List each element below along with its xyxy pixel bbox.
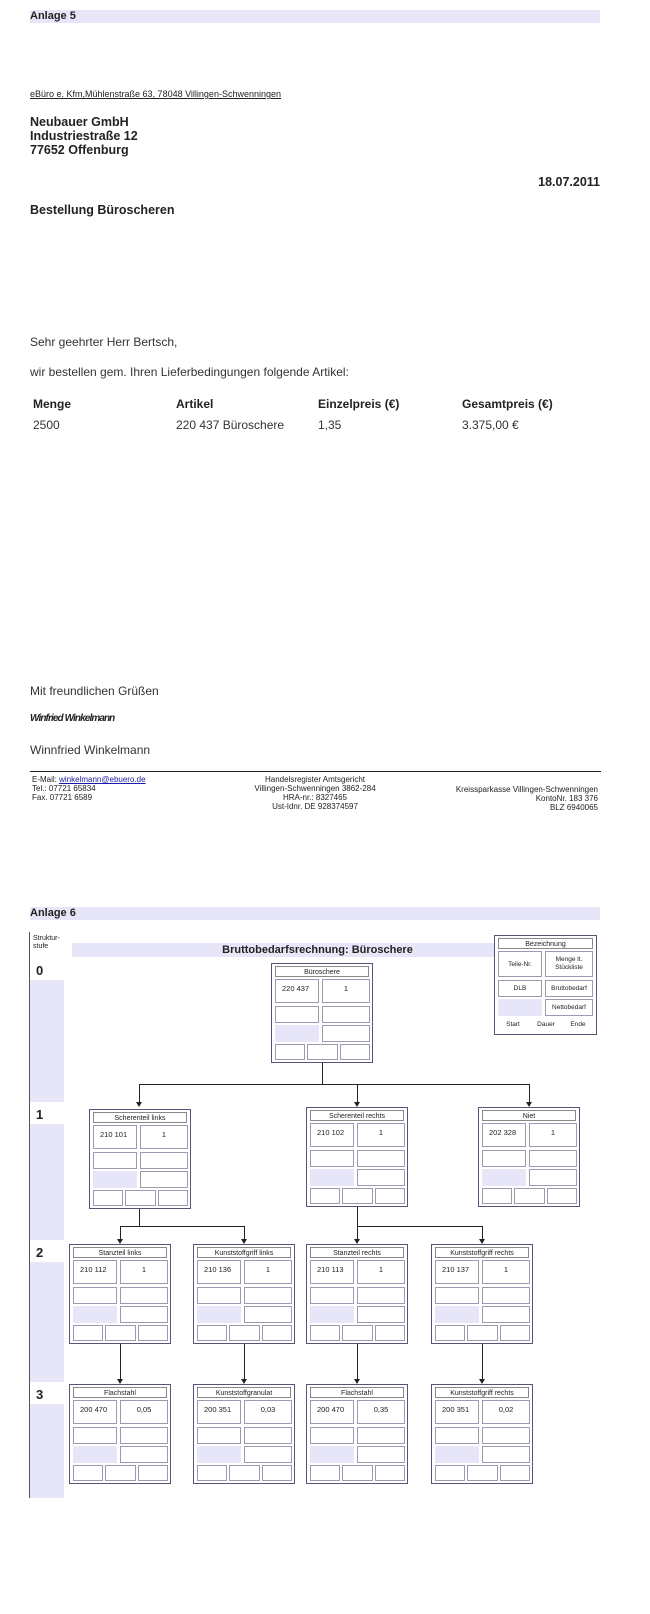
footer-register-line: Ust-Idnr. DE 928374597 xyxy=(272,802,358,811)
footer-register-line: HRA-nr.: 8327465 xyxy=(282,793,348,802)
node-shaded-cell xyxy=(275,1025,319,1042)
node-netto-cell xyxy=(120,1306,168,1323)
node-quantity: 0,05 xyxy=(120,1400,168,1424)
connector-line xyxy=(120,1344,121,1379)
connector-line xyxy=(139,1084,140,1104)
node-brutto-cell xyxy=(322,1006,370,1023)
node-brutto-cell xyxy=(529,1150,577,1167)
node-dlb-cell xyxy=(310,1427,354,1444)
node-quantity: 1 xyxy=(322,979,370,1003)
legend-brutto: Bruttobedarf xyxy=(545,980,593,997)
connector-line xyxy=(120,1226,245,1227)
node-shaded-cell xyxy=(73,1306,117,1323)
node-shaded-cell xyxy=(310,1446,354,1463)
footer-phone: Tel.: 07721 65834 xyxy=(32,784,96,793)
node-dauer-cell xyxy=(229,1465,260,1481)
legend-menge: Menge lt. Stückliste xyxy=(545,951,593,977)
node-start-cell xyxy=(435,1465,465,1481)
node-part-number: 210 112 xyxy=(73,1260,117,1284)
node-dlb-cell xyxy=(93,1152,137,1169)
connector-line xyxy=(357,1226,358,1239)
connector-arrow xyxy=(354,1379,360,1384)
signer-name: Winnfried Winkelmann xyxy=(30,743,151,757)
node-start-cell xyxy=(310,1188,340,1204)
legend-ende: Ende xyxy=(563,1018,593,1033)
footer-bank-line: Kreissparkasse Villingen-Schwenningen xyxy=(455,785,598,794)
node-part-number: 200 470 xyxy=(73,1400,117,1424)
node-dlb-cell xyxy=(482,1150,526,1167)
node-netto-cell xyxy=(140,1171,188,1188)
node-name: Kunststoffgriff links xyxy=(197,1247,291,1258)
connector-line xyxy=(357,1084,358,1104)
node-ende-cell xyxy=(340,1044,370,1060)
level-2-band xyxy=(30,1262,64,1382)
connector-arrow xyxy=(117,1379,123,1384)
footer-bank-line: KontoNr. 183 376 xyxy=(535,794,598,803)
footer-register-line: Villingen-Schwenningen 3862-284 xyxy=(254,784,376,793)
node-box xyxy=(431,1244,533,1344)
letter-date: 18.07.2011 xyxy=(538,175,600,189)
node-dlb-cell xyxy=(197,1287,241,1304)
node-brutto-cell xyxy=(482,1287,530,1304)
node-dauer-cell xyxy=(467,1465,498,1481)
recipient-street: Industriestraße 12 xyxy=(30,129,138,143)
node-ende-cell xyxy=(375,1188,405,1204)
node-dauer-cell xyxy=(342,1188,373,1204)
node-part-number: 210 101 xyxy=(93,1125,137,1149)
cell-artikel: 220 437 Büroschere xyxy=(176,418,285,432)
signature: Winfried Winkelmann xyxy=(30,713,115,724)
legend-dlb: DLB xyxy=(498,980,542,997)
node-quantity: 0,02 xyxy=(482,1400,530,1424)
node-ende-cell xyxy=(500,1465,530,1481)
node-brutto-cell xyxy=(244,1427,292,1444)
node-shaded-cell xyxy=(482,1169,526,1186)
node-ende-cell xyxy=(138,1465,168,1481)
node-brutto-cell xyxy=(357,1427,405,1444)
email-label: E-Mail: xyxy=(32,775,57,784)
node-dlb-cell xyxy=(310,1287,354,1304)
node-part-number: 220 437 xyxy=(275,979,319,1003)
node-ende-cell xyxy=(262,1325,292,1341)
node-start-cell xyxy=(73,1325,103,1341)
connector-arrow xyxy=(354,1102,360,1107)
node-quantity: 1 xyxy=(482,1260,530,1284)
node-ende-cell xyxy=(375,1325,405,1341)
node-start-cell xyxy=(73,1465,103,1481)
node-dlb-cell xyxy=(310,1150,354,1167)
node-box xyxy=(478,1107,580,1207)
node-dlb-cell xyxy=(197,1427,241,1444)
node-netto-cell xyxy=(244,1446,292,1463)
diagram-title: Bruttobedarfsrechnung: Büroschere xyxy=(222,944,413,956)
connector-arrow xyxy=(117,1239,123,1244)
node-shaded-cell xyxy=(197,1446,241,1463)
node-part-number: 210 137 xyxy=(435,1260,479,1284)
connector-arrow xyxy=(479,1379,485,1384)
node-name: Stanzteil rechts xyxy=(310,1247,404,1258)
recipient-address xyxy=(30,115,138,157)
node-start-cell xyxy=(435,1325,465,1341)
node-start-cell xyxy=(310,1465,340,1481)
legend-teile-nr: Teile-Nr. xyxy=(498,951,542,977)
node-name: Büroschere xyxy=(275,966,369,977)
col-header-einzelpreis: Einzelpreis (€) xyxy=(318,397,400,411)
node-brutto-cell xyxy=(482,1427,530,1444)
node-brutto-cell xyxy=(244,1287,292,1304)
node-start-cell xyxy=(197,1465,227,1481)
node-part-number: 210 113 xyxy=(310,1260,354,1284)
node-dlb-cell xyxy=(275,1006,319,1023)
anlage-5-header xyxy=(30,10,600,23)
connector-line xyxy=(357,1226,483,1227)
node-quantity: 1 xyxy=(140,1125,188,1149)
stufe-label: Struktur-stufe xyxy=(33,935,60,950)
node-dauer-cell xyxy=(229,1325,260,1341)
node-dauer-cell xyxy=(105,1325,136,1341)
node-quantity: 1 xyxy=(529,1123,577,1147)
node-dauer-cell xyxy=(307,1044,338,1060)
legend-start: Start xyxy=(498,1018,528,1033)
footer-register-line: Handelsregister Amtsgericht xyxy=(264,775,366,784)
node-ende-cell xyxy=(138,1325,168,1341)
node-netto-cell xyxy=(244,1306,292,1323)
node-dlb-cell xyxy=(435,1427,479,1444)
node-start-cell xyxy=(93,1190,123,1206)
node-shaded-cell xyxy=(93,1171,137,1188)
node-netto-cell xyxy=(357,1446,405,1463)
node-name: Scherenteil links xyxy=(93,1112,187,1123)
footer-bank xyxy=(456,785,598,812)
connector-line xyxy=(120,1226,121,1239)
connector-arrow xyxy=(136,1102,142,1107)
node-ende-cell xyxy=(375,1465,405,1481)
node-netto-cell xyxy=(322,1025,370,1042)
node-quantity: 1 xyxy=(120,1260,168,1284)
node-netto-cell xyxy=(357,1169,405,1186)
node-ende-cell xyxy=(158,1190,188,1206)
node-dauer-cell xyxy=(467,1325,498,1341)
connector-line xyxy=(529,1084,530,1104)
node-brutto-cell xyxy=(140,1152,188,1169)
connector-line xyxy=(357,1207,358,1226)
cell-menge: 2500 xyxy=(33,418,60,432)
level-3-label: 3 xyxy=(36,1387,44,1402)
node-quantity: 0,03 xyxy=(244,1400,292,1424)
node-start-cell xyxy=(197,1325,227,1341)
connector-arrow xyxy=(354,1239,360,1244)
level-2-label: 2 xyxy=(36,1245,44,1260)
sender-line: eBüro e. Kfm,Mühlenstraße 63, 78048 Villingen-Schwenningen xyxy=(30,89,281,99)
connector-arrow xyxy=(241,1239,247,1244)
level-1-band xyxy=(30,1124,64,1240)
node-ende-cell xyxy=(547,1188,577,1204)
connector-arrow xyxy=(241,1379,247,1384)
connector-line xyxy=(482,1226,483,1239)
node-start-cell xyxy=(310,1325,340,1341)
node-quantity: 1 xyxy=(357,1260,405,1284)
node-box xyxy=(193,1384,295,1484)
node-name: Scherenteil rechts xyxy=(310,1110,404,1121)
node-part-number: 210 136 xyxy=(197,1260,241,1284)
cell-gesamtpreis: 3.375,00 € xyxy=(462,418,519,432)
node-box xyxy=(271,963,373,1063)
level-1-label: 1 xyxy=(36,1107,44,1122)
col-header-menge: Menge xyxy=(33,397,72,411)
legend-dauer: Dauer xyxy=(530,1018,562,1033)
letter-subject: Bestellung Büroscheren xyxy=(30,203,175,217)
node-netto-cell xyxy=(120,1446,168,1463)
node-start-cell xyxy=(482,1188,512,1204)
node-netto-cell xyxy=(482,1306,530,1323)
node-dauer-cell xyxy=(125,1190,156,1206)
node-dlb-cell xyxy=(73,1287,117,1304)
node-dlb-cell xyxy=(73,1427,117,1444)
node-brutto-cell xyxy=(357,1287,405,1304)
node-part-number: 200 470 xyxy=(310,1400,354,1424)
level-0-band xyxy=(30,980,64,1102)
node-part-number: 210 102 xyxy=(310,1123,354,1147)
node-netto-cell xyxy=(529,1169,577,1186)
legend-shaded-cell xyxy=(498,999,542,1016)
node-name: Niet xyxy=(482,1110,576,1121)
node-dauer-cell xyxy=(105,1465,136,1481)
anlage-6-label: Anlage 6 xyxy=(30,907,76,919)
node-box xyxy=(193,1244,295,1344)
node-brutto-cell xyxy=(120,1287,168,1304)
node-dauer-cell xyxy=(342,1325,373,1341)
connector-arrow xyxy=(526,1102,532,1107)
node-box xyxy=(69,1244,171,1344)
node-quantity: 1 xyxy=(244,1260,292,1284)
node-shaded-cell xyxy=(310,1169,354,1186)
node-part-number: 202 328 xyxy=(482,1123,526,1147)
node-start-cell xyxy=(275,1044,305,1060)
node-dauer-cell xyxy=(342,1465,373,1481)
col-header-artikel: Artikel xyxy=(176,397,214,411)
legend-title: Bezeichnung xyxy=(498,938,593,949)
connector-line xyxy=(244,1226,245,1239)
footer-bank-line: BLZ 6940065 xyxy=(549,803,598,812)
level-0-label: 0 xyxy=(36,963,44,978)
node-ende-cell xyxy=(262,1465,292,1481)
node-shaded-cell xyxy=(73,1446,117,1463)
node-shaded-cell xyxy=(310,1306,354,1323)
node-box xyxy=(306,1384,408,1484)
footer-register xyxy=(215,775,415,811)
node-name: Kunststoffgranulat xyxy=(197,1387,291,1398)
connector-line xyxy=(139,1084,529,1085)
anlage-6-header xyxy=(30,907,600,920)
recipient-company: Neubauer GmbH xyxy=(30,115,129,129)
connector-arrow xyxy=(479,1239,485,1244)
node-part-number: 200 351 xyxy=(435,1400,479,1424)
connector-line xyxy=(139,1209,140,1226)
node-box xyxy=(306,1107,408,1207)
node-quantity: 1 xyxy=(357,1123,405,1147)
intro-text: wir bestellen gem. Ihren Lieferbedingungen folgende Artikel: xyxy=(30,365,349,379)
node-dlb-cell xyxy=(435,1287,479,1304)
node-shaded-cell xyxy=(435,1446,479,1463)
node-shaded-cell xyxy=(435,1306,479,1323)
node-part-number: 200 351 xyxy=(197,1400,241,1424)
node-box xyxy=(431,1384,533,1484)
node-netto-cell xyxy=(482,1446,530,1463)
recipient-city: 77652 Offenburg xyxy=(30,143,129,157)
col-header-gesamtpreis: Gesamtpreis (€) xyxy=(462,397,553,411)
node-ende-cell xyxy=(500,1325,530,1341)
node-brutto-cell xyxy=(120,1427,168,1444)
node-box xyxy=(69,1384,171,1484)
cell-einzelpreis: 1,35 xyxy=(318,418,342,432)
node-box xyxy=(306,1244,408,1344)
node-quantity: 0,35 xyxy=(357,1400,405,1424)
connector-line xyxy=(244,1344,245,1379)
node-name: Stanzteil links xyxy=(73,1247,167,1258)
footer-fax: Fax. 07721 6589 xyxy=(32,793,93,802)
salutation: Sehr geehrter Herr Bertsch, xyxy=(30,335,178,349)
legend-box xyxy=(494,935,597,1035)
connector-line xyxy=(322,1063,323,1084)
level-3-band xyxy=(30,1404,64,1498)
anlage-5-label: Anlage 5 xyxy=(30,10,76,22)
node-name: Kunststoffgriff rechts xyxy=(435,1247,529,1258)
closing: Mit freundlichen Grüßen xyxy=(30,684,159,698)
node-name: Flachstahl xyxy=(73,1387,167,1398)
node-box xyxy=(89,1109,191,1209)
connector-line xyxy=(482,1344,483,1379)
email-link[interactable]: winkelmann@ebuero.de xyxy=(59,775,146,784)
node-name: Kunststoffgriff rechts xyxy=(435,1387,529,1398)
node-dauer-cell xyxy=(514,1188,545,1204)
footer-contact xyxy=(32,775,146,802)
legend-netto: Nettobedarf xyxy=(545,999,593,1016)
node-name: Flachstahl xyxy=(310,1387,404,1398)
connector-line xyxy=(357,1344,358,1379)
node-shaded-cell xyxy=(197,1306,241,1323)
footer-divider xyxy=(30,771,601,772)
node-netto-cell xyxy=(357,1306,405,1323)
node-brutto-cell xyxy=(357,1150,405,1167)
